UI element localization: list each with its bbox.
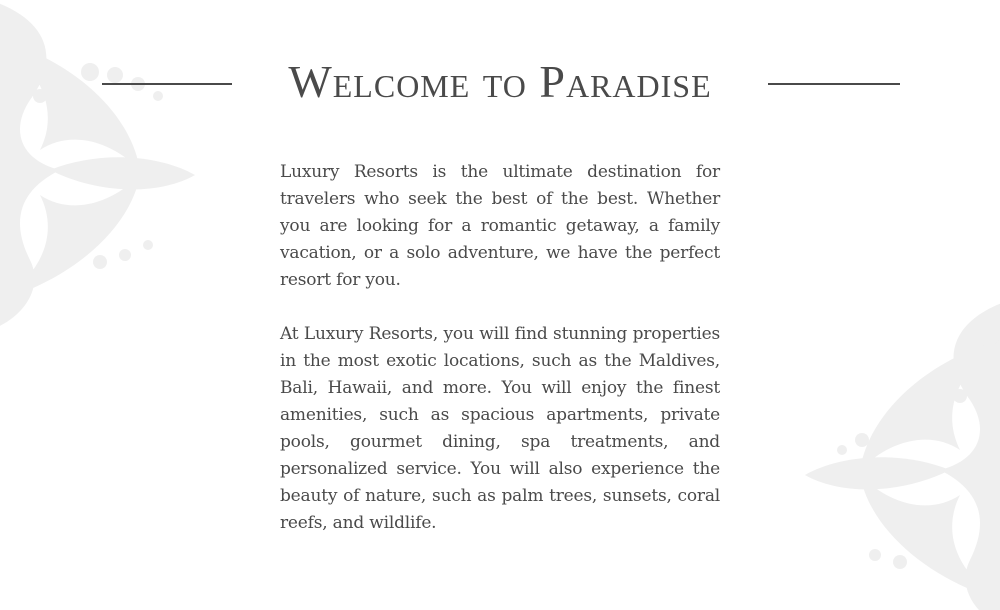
- intro-content: [280, 159, 720, 564]
- page-title: Welcome to Paradise: [288, 56, 712, 107]
- damask-ornament-right-icon: [790, 300, 1000, 610]
- title-rule-left: [102, 83, 232, 85]
- page-header: [0, 52, 1000, 112]
- title-rule-right: [768, 83, 900, 85]
- intro-paragraph: Luxury Resorts is the ultimate destination for travelers who seek the best of the best. Whether you are looking for a romantic getaway, a family vacation, or a solo adventure, we have the perfect resort for you.: [280, 162, 720, 290]
- amenities-paragraph: At Luxury Resorts, you will find stunning properties in the most exotic locations, such as the Maldives, Bali, Hawaii, and more. You will enjoy the finest amenities, such as spacious apartments, private pools, gourmet dining, spa treatments, and personalized service. You will also experience the beauty of nature, such as palm trees, sunsets, coral reefs, and wildlife.: [280, 324, 720, 533]
- damask-ornament-left-icon: [0, 0, 210, 330]
